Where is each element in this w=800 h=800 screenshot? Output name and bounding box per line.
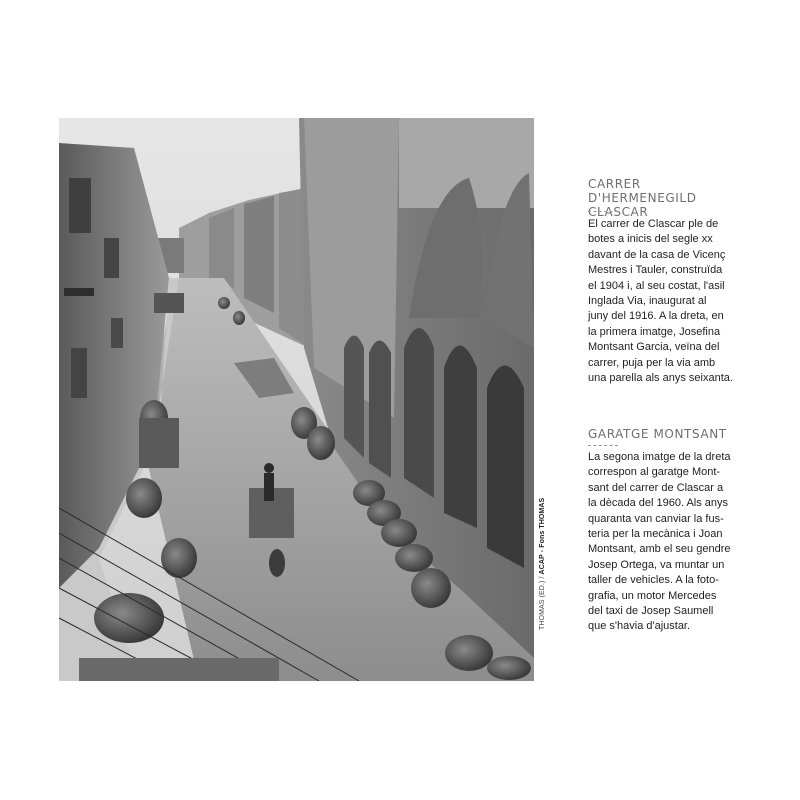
section-body-garatge-montsant: La segona imatge de la dreta correspon al garatge Mont- sant del carrer de Clascar a la dècada del 1960. Als anys quaranta van canviar la fus- teria per la mecànica i Joan Montsant, amb el seu gendre Josep Ortega, va muntar un taller de vehicles. A la foto- grafia, un motor Mercedes del taxi de Josep Saumell que s'havia d'ajustar.	[588, 451, 731, 633]
section-title-carrer-clascar: CARRER D'HERMENEGILD CLASCAR	[588, 177, 697, 219]
street-photograph	[59, 118, 534, 681]
photo-credit	[536, 497, 546, 630]
section-body-carrer-clascar: El carrer de Clascar ple de botes a inicis del segle xx davant de la casa de Vicenç Mestres i Tauler, construïda el 1904 i, al seu costat, l'asil Inglada Via, inaugurat al juny del 1916. A la dreta, en la primera imatge, Josefina Montsant Garcia, veïna del carrer, puja per la via amb una parella als anys seixanta.	[588, 218, 733, 385]
photo-credit-prefix: THOMAS (ED.) /	[539, 574, 546, 630]
section-divider	[588, 445, 618, 446]
section-title-garatge-montsant: GARATGE MONTSANT	[588, 427, 727, 441]
photo-credit-archive: ACAP - Fons THOMAS	[539, 497, 546, 575]
section-divider	[588, 211, 618, 212]
